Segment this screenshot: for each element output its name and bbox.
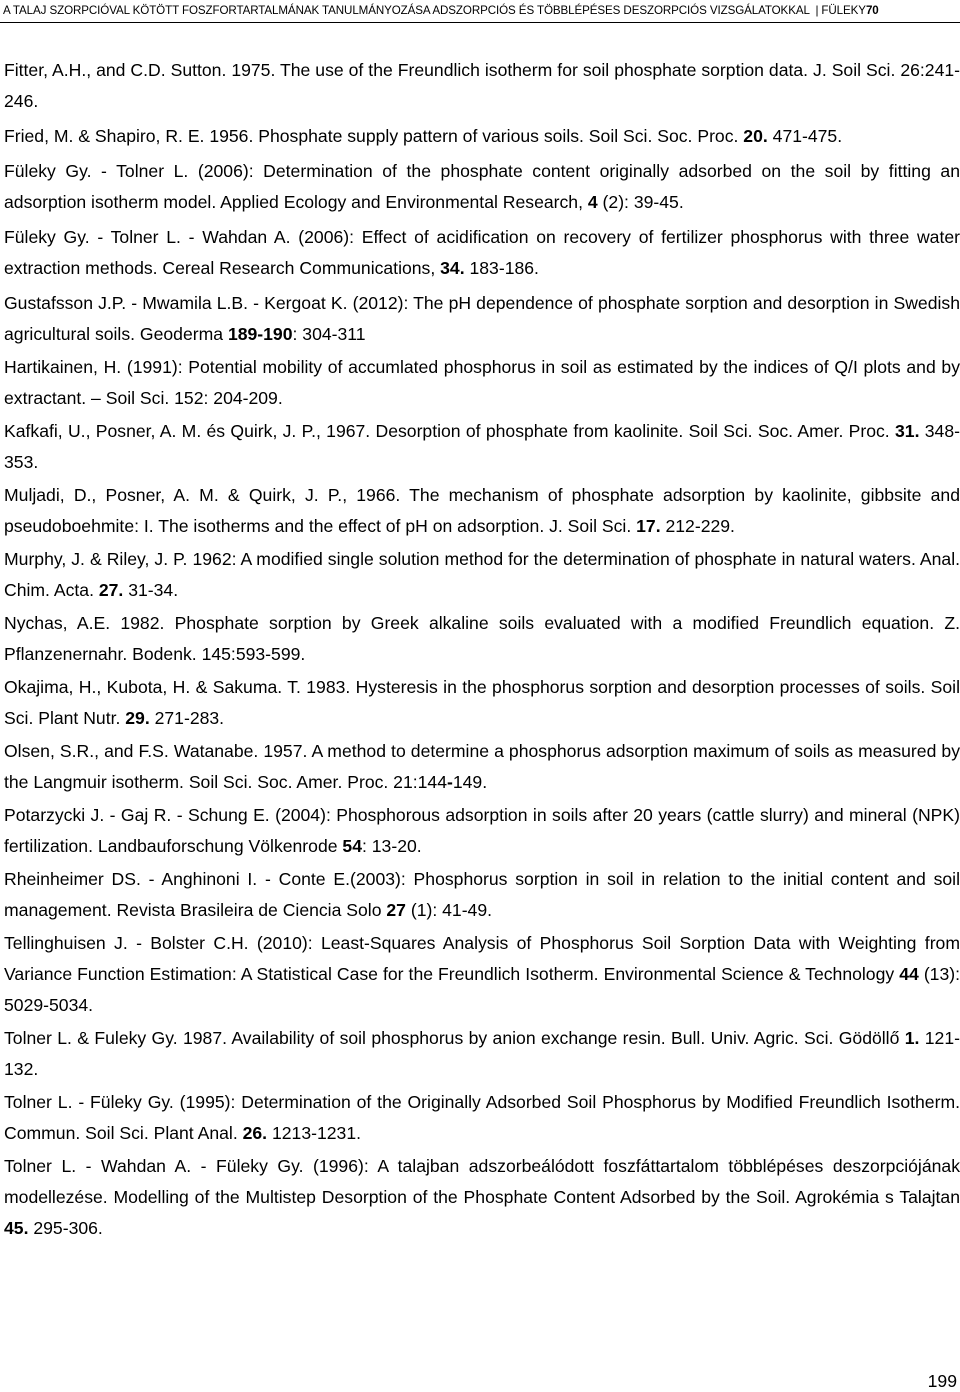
running-header-author: FÜLEKY: [821, 4, 866, 17]
reference-entry: Hartikainen, H. (1991): Potential mobility of accumlated phosphorus in soil as estimated by the indices of Q/I plots and by extractant. – Soil Sci. 152: 204-209.: [4, 357, 960, 408]
reference-entry: Olsen, S.R., and F.S. Watanabe. 1957. A method to determine a phosphorus adsorption maximum of soils as measured by the Langmuir isotherm. Soil Sci. Soc. Amer. Proc. 21:144-149.: [4, 741, 960, 792]
reference-entry: Tellinghuisen J. - Bolster C.H. (2010): Least-Squares Analysis of Phosphorus Soil Sorption Data with Weighting from Variance Function Estimation: A Statistical Case for the Freundlich Isotherm. Environmental Science & Technology 44 (13): 5029-5034.: [4, 933, 960, 1015]
page-number: 199: [927, 1371, 957, 1391]
reference-entry: Tolner L. & Fuleky Gy. 1987. Availability of soil phosphorus by anion exchange resin. Bull. Univ. Agric. Sci. Gödöllő 1. 121-132.: [4, 1028, 960, 1079]
running-header-separator: |: [815, 4, 819, 17]
reference-list: [4, 55, 960, 1244]
reference-entry: Muljadi, D., Posner, A. M. & Quirk, J. P., 1966. The mechanism of phosphate adsorption by kaolinite, gibbsite and pseudoboehmite: I. The isotherms and the effect of pH on adsorption. J. Soil Sci. 17. 212-229.: [4, 485, 960, 536]
header-rule: [0, 22, 960, 23]
reference-entry: Füleky Gy. - Tolner L. (2006): Determination of the phosphate content originally adsorbed on the soil by fitting an adsorption isotherm model. Applied Ecology and Environmental Research, 4 (2): 39-45.: [4, 161, 960, 212]
reference-entry: Rheinheimer DS. - Anghinoni I. - Conte E.(2003): Phosphorus sorption in soil in relation to the initial content and soil management. Revista Brasileira de Ciencia Solo 27 (1): 41-49.: [4, 869, 960, 920]
reference-entry: Nychas, A.E. 1982. Phosphate sorption by Greek alkaline soils evaluated with a modified Freundlich equation. Z. Pflanzenernahr. Bodenk. 145:593-599.: [4, 613, 960, 664]
reference-entry: Kafkafi, U., Posner, A. M. és Quirk, J. P., 1967. Desorption of phosphate from kaolinite. Soil Sci. Soc. Amer. Proc. 31. 348-353.: [4, 421, 960, 472]
reference-entry: Potarzycki J. - Gaj R. - Schung E. (2004): Phosphorous adsorption in soils after 20 years (cattle slurry) and mineral (NPK) fertilization. Landbauforschung Völkenrode 54: 13-20.: [4, 805, 960, 856]
running-header-title: A TALAJ SZORPCIÓVAL KÖTÖTT FOSZFORTARTALMÁNAK TANULMÁNYOZÁSA ADSZORPCIÓS ÉS TÖBBLÉPÉSES DESZORPCIÓS VIZSGÁLATOKKAL: [3, 4, 810, 17]
reference-entry: Okajima, H., Kubota, H. & Sakuma. T. 1983. Hysteresis in the phosphorus sorption and desorption processes of soils. Soil Sci. Plant Nutr. 29. 271-283.: [4, 677, 960, 728]
reference-entry: Tolner L. - Wahdan A. - Füleky Gy. (1996): A talajban adszorbeálódott foszfáttartalom többlépéses deszorpciójának modellezése. Modelling of the Multistep Desorption of the Phosphate Content Adsorbed by the Soil. Agrokémia s Talajtan 45. 295-306.: [4, 1156, 960, 1238]
reference-entry: Murphy, J. & Riley, J. P. 1962: A modified single solution method for the determination of phosphate in natural waters. Anal. Chim. Acta. 27. 31-34.: [4, 549, 960, 600]
reference-entry: Gustafsson J.P. - Mwamila L.B. - Kergoat K. (2012): The pH dependence of phosphate sorption and desorption in Swedish agricultural soils. Geoderma 189-190: 304-311: [4, 293, 960, 344]
running-header-page-number: 70: [865, 4, 879, 17]
reference-entry: Fitter, A.H., and C.D. Sutton. 1975. The use of the Freundlich isotherm for soil phosphate sorption data. J. Soil Sci. 26:241-246.: [4, 60, 960, 111]
running-header: [0, 0, 960, 22]
reference-entry: Tolner L. - Füleky Gy. (1995): Determination of the Originally Adsorbed Soil Phosphorus by Modified Freundlich Isotherm. Commun. Soil Sci. Plant Anal. 26. 1213-1231.: [4, 1092, 960, 1143]
reference-entry: Fried, M. & Shapiro, R. E. 1956. Phosphate supply pattern of various soils. Soil Sci. Soc. Proc. 20. 471-475.: [4, 126, 843, 146]
reference-entry: Füleky Gy. - Tolner L. - Wahdan A. (2006): Effect of acidification on recovery of fertilizer phosphorus with three water extraction methods. Cereal Research Communications, 34. 183-186.: [4, 227, 960, 278]
